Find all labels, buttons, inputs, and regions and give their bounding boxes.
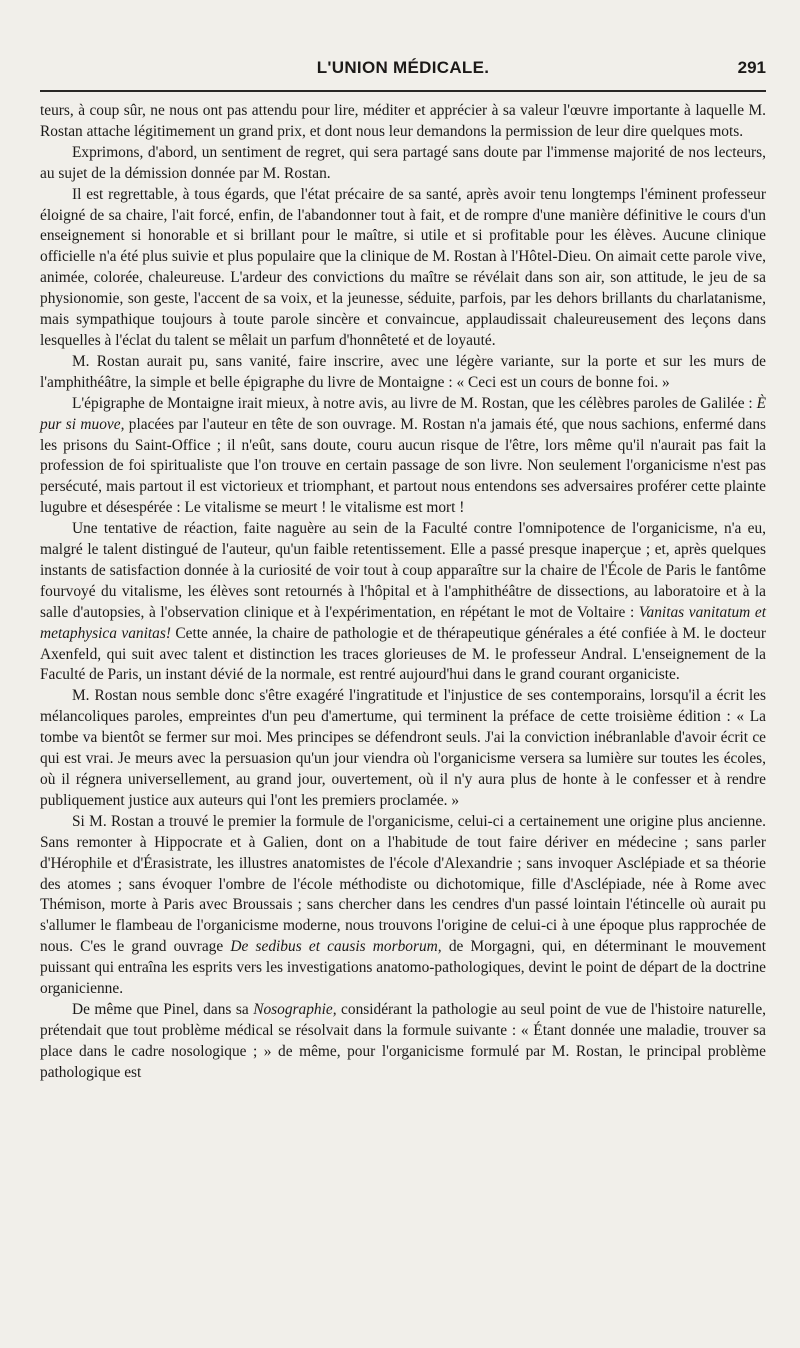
voltaire-quote: Vanitas vanitatum et metaphysica vanitas! bbox=[40, 603, 766, 642]
galileo-quote: È pur si muove, bbox=[40, 394, 766, 433]
paragraph-8-text-b: de Morgagni, qui, en déterminant le mouvement puissant qui entraîna les esprits vers les investigations anatomo-pathologiques, devint le point de départ de la doctrine organicienne. bbox=[40, 938, 766, 998]
paragraph-6-text-a: Une tentative de réaction, faite naguère au sein de la Faculté contre l'omnipotence de l'organicisme, n'a eu, malgré le talent distingué de l'auteur, qu'un faible retentissement. Elle a passé presque inaperçue ; et, après quelques instants de satisfaction donnée à la curiosité de voir tout à coup apparaître sur la chaire de l'École de Paris le fantôme fourvoyé du vitalisme, les élèves sont retournés à l'hôpital et à l'amphithéâtre de dissections, au laboratoire et à la salle d'autopsies, à l'observation clinique et à l'expérimentation, en répétant le mot de Voltaire : bbox=[40, 520, 766, 621]
paragraph-3: Il est regrettable, à tous égards, que l'état précaire de sa santé, après avoir tenu longtemps l'éminent professeur éloigné de sa chaire, l'ait forcé, enfin, de l'abandonner tout à fait, et de rompre d'une manière définitive le cours d'un enseignement si honorable et si brillant pour le maître, si utile et si profitable pour les élèves. Aucune clinique officielle n'a été plus suivie et plus populaire que la clinique de M. Rostan à l'Hôtel-Dieu. On aimait cette parole vive, animée, colorée, chaleureuse. L'ardeur des convictions du maître se révélait dans son air, son attitude, le jeu de sa physionomie, son geste, l'accent de sa voix, et la jeunesse, séduite, parfois, par les dehors brillants du charlatanisme, mais sympathique toujours à toute parole sincère et convaincue, applaudissait chaleureusement des leçons dans lesquelles à l'éclat du talent se mêlait un parfum d'honnêteté et de loyauté. bbox=[40, 185, 766, 349]
paragraph-7: M. Rostan nous semble donc s'être exagéré l'ingratitude et l'injustice de ses contemporains, lorsqu'il a écrit les mélancoliques paroles, empreintes d'un peu d'amertume, qui terminent la préface de cette troisième édition : « La tombe va bientôt se fermer sur moi. Mes principes se défendront seuls. J'ai la conviction inébranlable d'avoir écrit ce qui est vrai. Je meurs avec la persuasion qu'un jour viendra où l'organicisme versera sa lumière sur toutes les écoles, où il régnera universellement, au grand jour, ouvertement, où il n'y aura plus de honte à le confesser et à rendre publiquement justice aux auteurs qui l'ont les premiers proclamée. » bbox=[40, 687, 766, 809]
morgagni-title: De sedibus et causis morborum, bbox=[230, 938, 442, 956]
nosographie-title: Nosographie, bbox=[253, 1000, 337, 1018]
paragraph-5 bbox=[40, 394, 766, 519]
paragraph-4: M. Rostan aurait pu, sans vanité, faire inscrire, avec une légère variante, sur la porte et sur les murs de l'amphithéâtre, la simple et belle épigraphe du livre de Montaigne : « Ceci est un cours de bonne foi. » bbox=[40, 352, 766, 391]
running-title: L'UNION MÉDICALE. bbox=[316, 58, 490, 77]
paragraph-5-text-b: placées par l'auteur en tête de son ouvrage. M. Rostan n'a jamais été, que nous sachions, enfermé dans les prisons du Saint-Office ; il n'eût, sans doute, couru aucun risque de l'être, lors même qu'il n'aurait pas fait la profession de foi spiritualiste que l'on trouve en certain passage de son livre. Non seulement l'organicisme n'est pas persécuté, mais partout il est victorieux et triomphant, et partout nous entendons ses adversaires proférer cette plainte lugubre et désespérée : Le vitalisme se meurt ! le vitalisme est mort ! bbox=[40, 415, 767, 517]
paragraph-9-text-a: De même que Pinel, dans sa bbox=[72, 1000, 254, 1018]
paragraph-8 bbox=[40, 812, 766, 1000]
paragraph-9-text-b: considérant la pathologie au seul point de vue de l'histoire naturelle, prétendait que tout problème médical se résolvait dans la formule suivante : « Étant donnée une maladie, trouver sa place dans le cadre nosologique ; » de même, pour l'organicisme formulé par M. Rostan, le principal problème pathologique est bbox=[40, 1000, 766, 1081]
paragraph-6-text-b: Cette année, la chaire de pathologie et de thérapeutique générales a été confiée à M. le docteur Axenfeld, qui suit avec talent et distinction les traces glorieuses de M. le professeur Andral. L'enseignement de la Faculté de Paris, un instant dévié de la normale, est rentré aujourd'hui dans le grand courant organiciste. bbox=[40, 624, 766, 684]
paragraph-1: teurs, à coup sûr, ne nous ont pas attendu pour lire, méditer et apprécier à sa valeur l'œuvre importante à laquelle M. Rostan attache légitimement un grand prix, et dont nous leur demandons la permission de leur dire quelques mots. bbox=[40, 102, 766, 140]
paragraph-9 bbox=[40, 1000, 766, 1084]
page-number: 291 bbox=[737, 58, 766, 77]
article-body bbox=[40, 101, 766, 1084]
paragraph-6 bbox=[40, 519, 766, 686]
paragraph-8-text-a: Si M. Rostan a trouvé le premier la formule de l'organicisme, celui-ci a certainement une origine plus ancienne. Sans remonter à Hippocrate et à Galien, dont on a l'habitude de tout faire dériver en médecine ; sans parler d'Hérophile et d'Érasistrate, les illustres anatomistes de l'école d'Alexandrie ; sans invoquer Asclépiade et sa théorie des atomes ; sans évoquer l'ombre de l'école méthodiste ou dichotomique, fille d'Asclépiade, née à Rome avec Thémison, morte à Paris avec Broussais ; sans chercher dans les cendres d'un passé lointain l'étincelle où aurait pu s'allumer le flambeau de l'organicisme moderne, nous trouvons l'origine de celui-ci à une époque plus rapprochée de nous. C'es le grand ouvrage bbox=[40, 812, 766, 956]
page-header bbox=[40, 56, 766, 86]
paragraph-2: Exprimons, d'abord, un sentiment de regret, qui sera partagé sans doute par l'immense majorité de nos lecteurs, au sujet de la démission donnée par M. Rostan. bbox=[40, 143, 766, 182]
header-rule bbox=[40, 90, 766, 92]
paragraph-5-text-a: L'épigraphe de Montaigne irait mieux, à notre avis, au livre de M. Rostan, que les célèbres paroles de Galilée : bbox=[72, 394, 757, 412]
